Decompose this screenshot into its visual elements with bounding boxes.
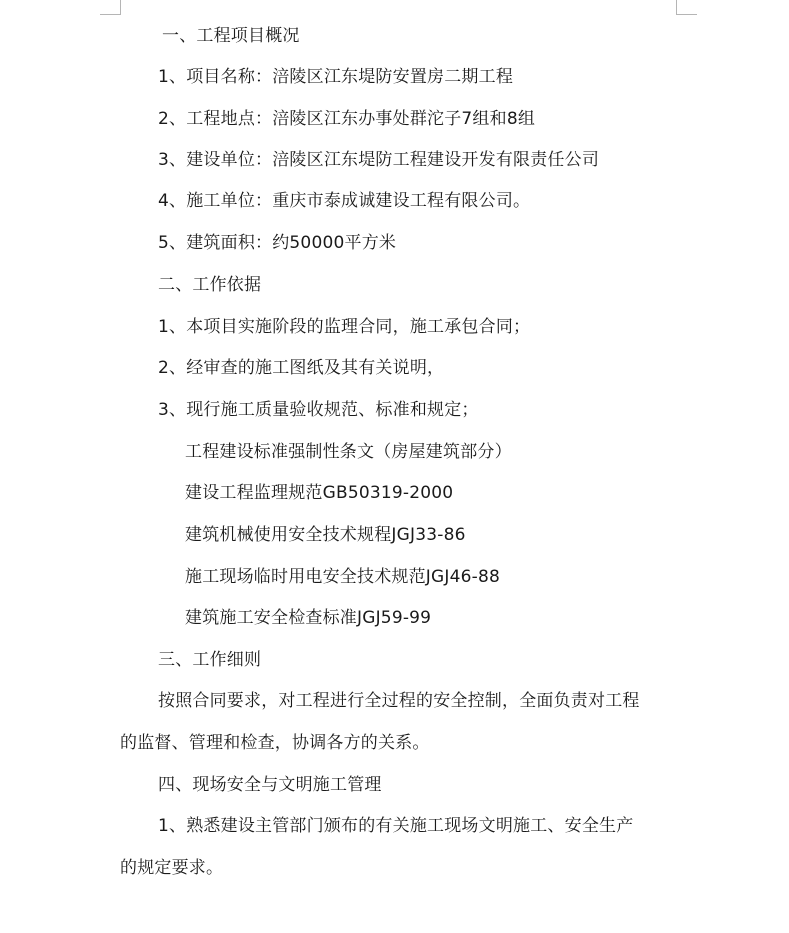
safety-management-item-1-line-1: 1、熟悉建设主管部门颁布的有关施工现场文明施工、安全生产 <box>158 816 634 836</box>
basis-item-3: 3、现行施工质量验收规范、标准和规定； <box>158 400 479 420</box>
standard-item-1: 工程建设标准强制性条文（房屋建筑部分） <box>185 442 512 462</box>
project-location-line: 2、工程地点：涪陵区江东办事处群沱子7组和8组 <box>158 109 536 129</box>
standard-item-4: 施工现场临时用电安全技术规范JGJ46-88 <box>185 567 500 587</box>
section-heading-1: 一、工程项目概况 <box>162 26 300 46</box>
basis-item-1: 1、本项目实施阶段的监理合同，施工承包合同； <box>158 317 531 337</box>
work-rules-paragraph-line-2: 的监督、管理和检查，协调各方的关系。 <box>120 733 430 753</box>
construction-unit-line: 3、建设单位：涪陵区江东堤防工程建设开发有限责任公司 <box>158 150 600 170</box>
section-heading-4: 四、现场安全与文明施工管理 <box>158 775 382 795</box>
work-rules-paragraph-line-1: 按照合同要求，对工程进行全过程的安全控制，全面负责对工程 <box>158 691 640 711</box>
safety-management-item-1-line-2: 的规定要求。 <box>120 858 224 878</box>
standard-item-5: 建筑施工安全检查标准JGJ59-99 <box>185 608 432 628</box>
standard-item-2: 建设工程监理规范GB50319-2000 <box>185 483 454 503</box>
section-heading-3: 三、工作细则 <box>158 650 262 670</box>
contractor-line: 4、施工单位：重庆市泰成诚建设工程有限公司。 <box>158 191 531 211</box>
standard-item-3: 建筑机械使用安全技术规程JGJ33-86 <box>185 525 466 545</box>
basis-item-2: 2、经审查的施工图纸及其有关说明， <box>158 358 445 378</box>
section-heading-2: 二、工作依据 <box>158 275 262 295</box>
building-area-line: 5、建筑面积：约50000平方米 <box>158 233 397 253</box>
project-name-line: 1、项目名称：涪陵区江东堤防安置房二期工程 <box>158 67 514 87</box>
